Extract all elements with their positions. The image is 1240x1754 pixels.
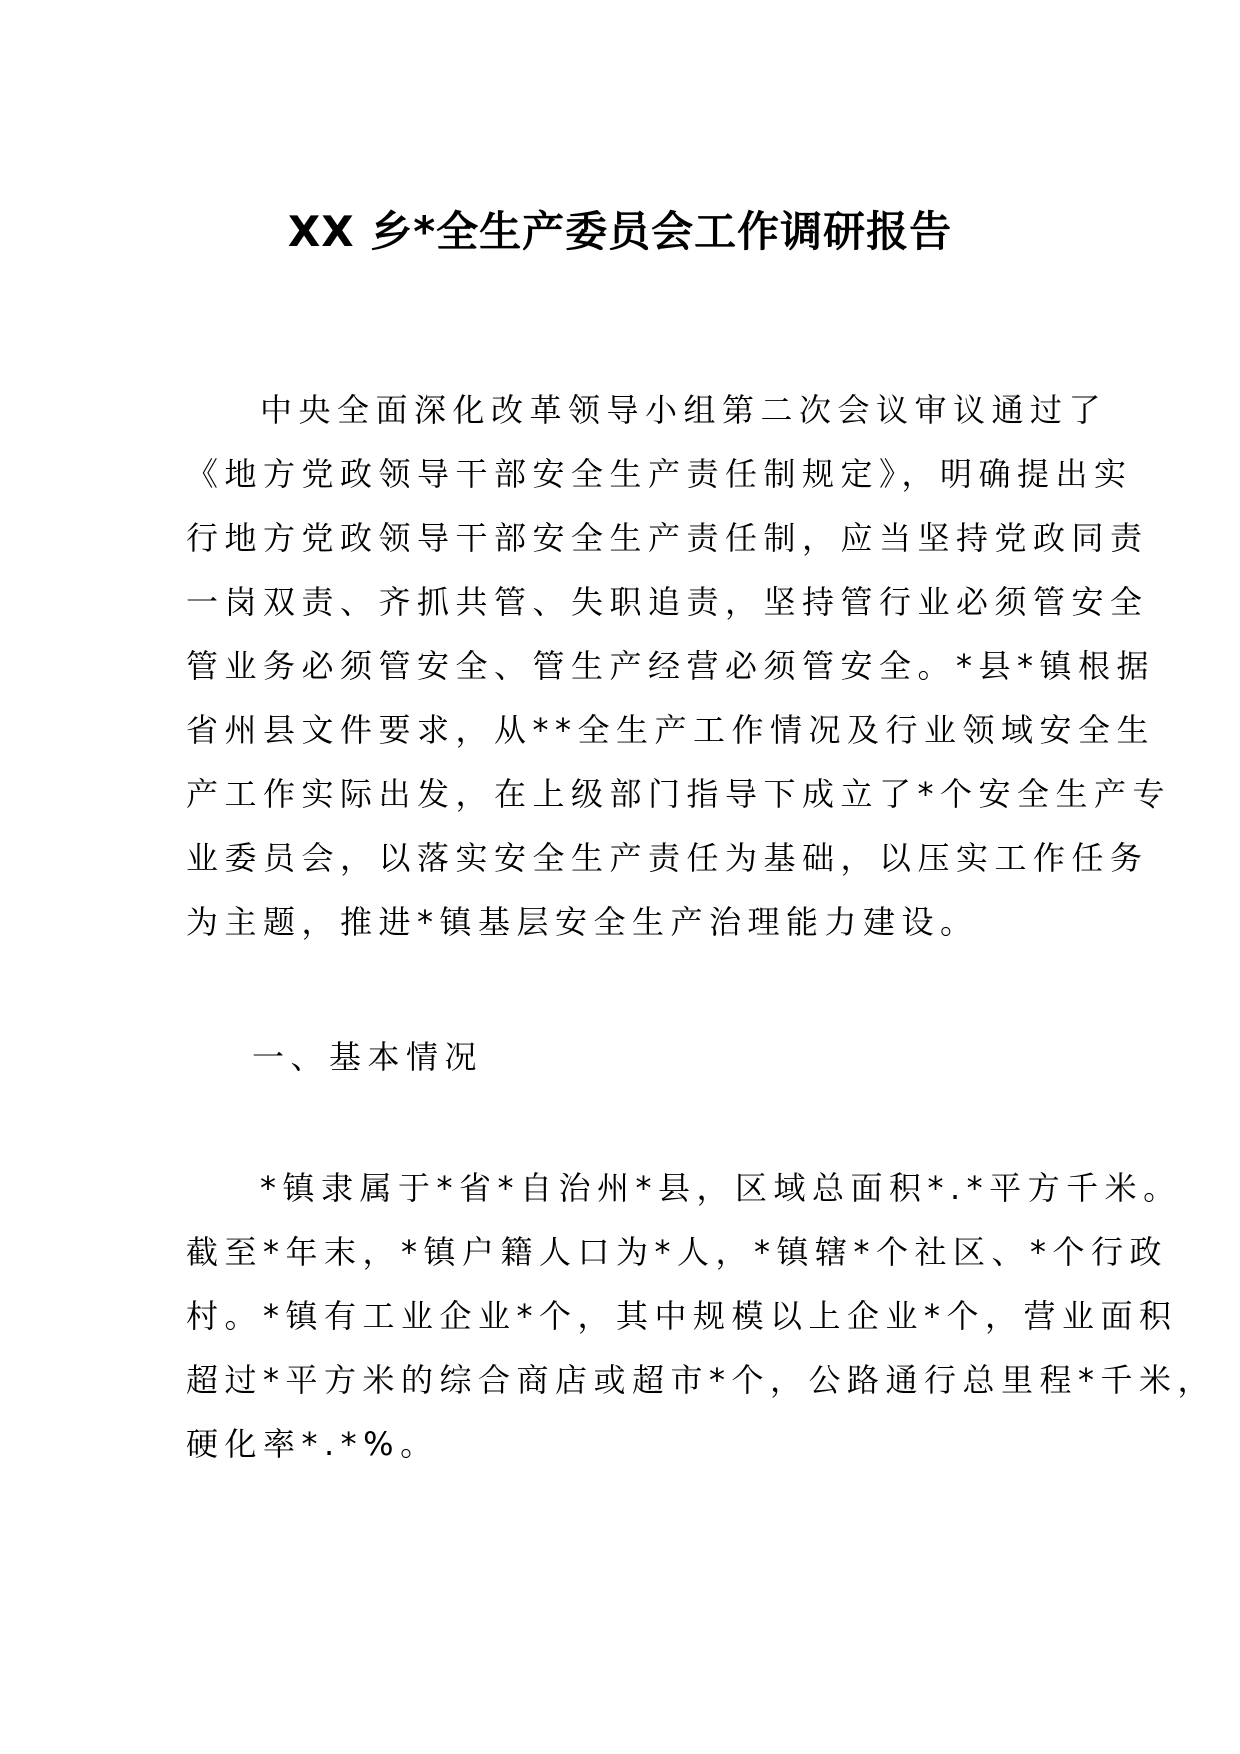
- paragraph-line: 业委员会，以落实安全生产责任为基础，以压实工作任务: [186, 839, 1149, 877]
- basic-info-paragraph: [186, 1156, 1217, 1476]
- paragraph-line: 超过*平方米的综合商店或超市*个，公路通行总里程*千米，: [186, 1361, 1217, 1399]
- intro-paragraph: [186, 378, 1172, 954]
- paragraph-line: 中央全面深化改革领导小组第二次会议审议通过了: [260, 391, 1108, 429]
- paragraph-line: 产工作实际出发，在上级部门指导下成立了*个安全生产专: [186, 775, 1172, 813]
- section-heading: [186, 1025, 1066, 1089]
- paragraph-line: 村。*镇有工业企业*个，其中规模以上企业*个，营业面积: [186, 1297, 1178, 1335]
- paragraph-line: 管业务必须管安全、管生产经营必须管安全。*县*镇根据: [186, 647, 1156, 685]
- paragraph-line: 截至*年末，*镇户籍人口为*人，*镇辖*个社区、*个行政: [186, 1233, 1169, 1271]
- document-title: XX 乡*全生产委员会工作调研报告: [287, 207, 953, 256]
- section-heading-text: 一、基本情况: [252, 1038, 484, 1076]
- paragraph-line: 为主题，推进*镇基层安全生产治理能力建设。: [186, 903, 979, 941]
- paragraph-line: 硬化率*.*%。: [186, 1425, 439, 1463]
- paragraph-line: 行地方党政领导干部安全生产责任制，应当坚持党政同责: [186, 519, 1149, 557]
- paragraph-line: 《地方党政领导干部安全生产责任制规定》，明确提出实: [186, 455, 1133, 493]
- paragraph-line: *镇隶属于*省*自治州*县，区域总面积*.*平方千米。: [260, 1169, 1182, 1207]
- paragraph-line: 一岗双责、齐抓共管、失职追责，坚持管行业必须管安全: [186, 583, 1149, 621]
- paragraph-line: 省州县文件要求，从**全生产工作情况及行业领域安全生: [186, 711, 1156, 749]
